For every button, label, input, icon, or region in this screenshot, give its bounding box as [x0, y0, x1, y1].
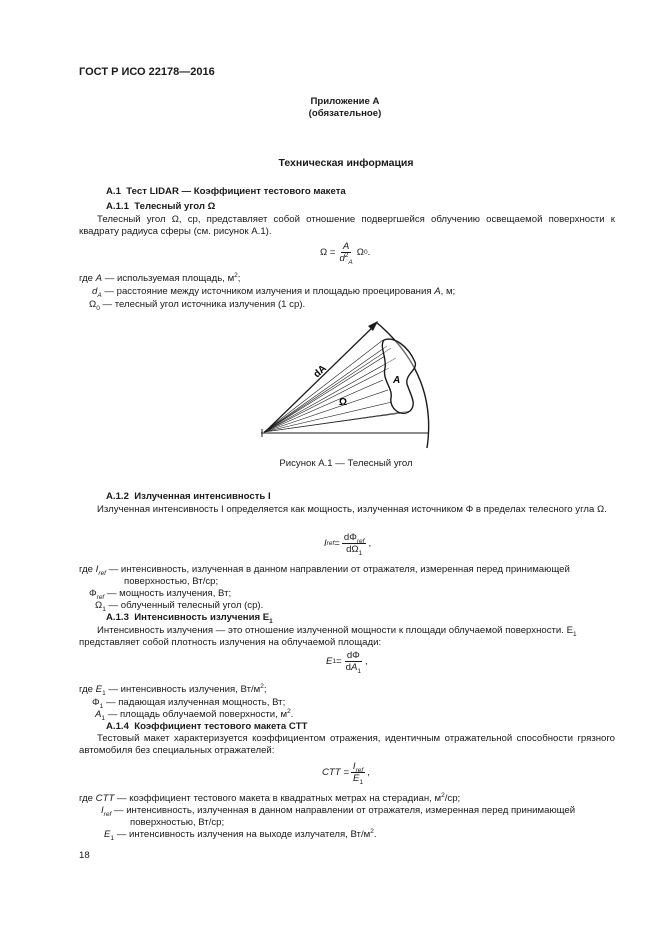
paragraph-a13-cont: представляет собой плотность излучения на облучаемой площади:: [79, 637, 382, 648]
definition-distance: $d_A$ — расстояние между источником излучения и площадью проецирования A, м;: [92, 286, 456, 299]
heading-a14: А.1.4 Коэффициент тестового макета CTT: [106, 721, 308, 732]
distance-label: dA: [311, 363, 329, 381]
definition-ref-intensity: $I_{ref}$ — интенсивность, излученная в данном направлении от отражателя, измеренная перед принимающей: [101, 805, 576, 818]
equation-ctt: CTT = $\frac{I_{ref}}{E_1}$ ,: [322, 761, 370, 786]
annex-status: (обязательное): [308, 108, 382, 119]
section-title: Техническая информация: [278, 157, 414, 169]
paragraph-a13: Интенсивность излучения — это отношение излученной мощности к площади облучаемой поверхности. $E_1$: [97, 625, 577, 638]
definition-source-angle: $\Omega_0$ — телесный угол источника излучения (1 ср).: [89, 299, 306, 312]
definition-ctt: где CTT — коэффициент тестового макета в квадратных метрах на стерадиан, $м^2/ср$;: [79, 791, 461, 804]
equation-solid-angle: Ω = $\frac{A}{d^2_A}$ Ω 0 .: [320, 241, 371, 266]
definition-power: $\Phi_{ref}$ — мощность излучения, Вт;: [89, 588, 232, 601]
page-number: 18: [79, 850, 90, 861]
solid-angle-label: Ω: [339, 397, 348, 408]
paragraph-a11: Телесный угол Ω, ср, представляет собой отношение подвергшейся облучению освещаемой поверхности к квадрату радиуса сферы (см. рисунок А.1).: [79, 214, 615, 237]
figure-caption: Рисунок А.1 — Телесный угол: [279, 458, 413, 469]
annex-title: Приложение А: [310, 96, 380, 107]
definition-emitter-irradiance: $E_1$ — интенсивность излучения на выходе излучателя, $Вт/м^2$.: [104, 827, 377, 842]
heading-a1: А.1 Тест LIDAR — Коэффициент тестового макета: [106, 186, 346, 197]
definition-ref-intensity-cont: поверхностью, Вт/ср;: [130, 817, 225, 828]
document-header: ГОСТ Р ИСО 22178—2016: [79, 66, 215, 78]
equation-irradiance: E 1 = $\frac{d\Phi}{dA_1}$ ,: [326, 650, 368, 675]
definition-irradiance: где $E_1$ — интенсивность излучения, $Вт/м^2$;: [79, 682, 267, 697]
paragraph-a14: Тестовый макет характеризуется коэффициентом отражения, идентичным отражательной способности грязного автомобиля без специальных отражателей:: [79, 733, 615, 756]
paragraph-a12: Излученная интенсивность I определяется как мощность, излученная источником Φ в пределах телесного угла Ω.: [97, 504, 607, 515]
definition-intensity-cont: поверхностью, Вт/ср;: [124, 576, 219, 587]
definition-irradiated-angle: $\Omega_1$ — облученный телесный угол (ср).: [95, 600, 264, 613]
equation-intensity: I ref = $\frac{d\Phi_{ref}}{d\Omega_1}$ ,: [324, 532, 372, 557]
definition-intensity: где $I_{ref}$ — интенсивность, излученная в данном направлении от отражателя, измеренная перед принимающей: [79, 564, 570, 577]
heading-a13: А.1.3 Интенсивность излучения $E_1$: [106, 612, 273, 625]
heading-a12: А.1.2 Излученная интенсивность I: [106, 491, 271, 502]
definition-incident-power: $\Phi_1$ — падающая излученная мощность, Вт;: [92, 697, 286, 710]
solid-angle-figure: [255, 312, 445, 452]
heading-a11: А.1.1 Телесный угол Ω: [106, 201, 216, 212]
definition-area: где A — используемая площадь, $м^2$;: [79, 271, 241, 284]
definition-irradiated-area: $A_1$ — площадь облучаемой поверхности, $м^2$.: [95, 707, 294, 722]
area-label: A: [393, 375, 401, 386]
